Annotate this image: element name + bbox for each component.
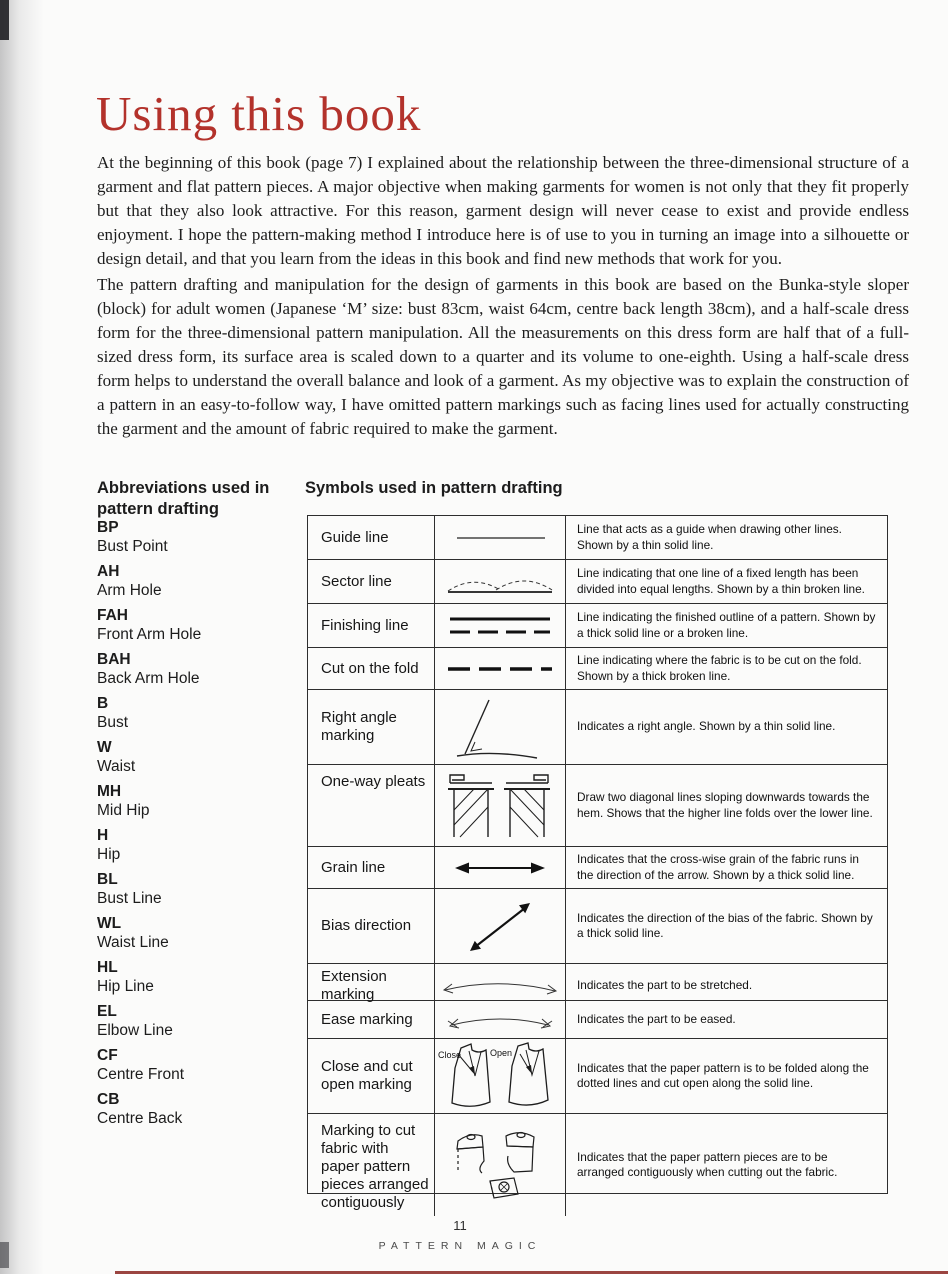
abbr-name: Elbow Line <box>97 1021 173 1039</box>
table-row <box>308 1039 887 1114</box>
page-footer <box>0 1218 920 1252</box>
thick-solid-broken-line-symbol <box>435 604 566 647</box>
abbr-name: Arm Hole <box>97 581 162 599</box>
close-label: Close <box>438 1050 462 1060</box>
abbr-item <box>97 651 297 688</box>
symbol-label: One-way pleats <box>308 765 435 846</box>
abbr-name: Waist Line <box>97 933 169 951</box>
symbol-label: Close and cut open marking <box>308 1039 435 1113</box>
right-angle-symbol <box>435 690 566 764</box>
abbreviations-heading: Abbreviations used in pattern drafting <box>97 478 270 518</box>
symbols-table <box>307 515 888 1211</box>
symbol-description: Line indicating where the fabric is to be cut on the fold. Shown by a thick broken line. <box>577 653 862 683</box>
abbr-item <box>97 519 297 556</box>
symbol-label: Bias direction <box>308 889 435 963</box>
symbols-heading: Symbols used in pattern drafting <box>305 478 563 497</box>
symbol-description: Indicates that the paper pattern pieces are to be arranged contiguously when cutting out the fabric. <box>577 1149 838 1179</box>
abbr-code: BAH <box>97 651 131 668</box>
close-open-bodice-symbol <box>435 1039 566 1113</box>
abbr-name: Hip Line <box>97 977 154 995</box>
intro-paragraph-1: At the beginning of this book (page 7) I explained about the relationship between the three-dimensional structure of a garment and flat pattern pieces. A major objective when making garments for women is not only that they fit properly but that they also look attractive. For this reason, garment design will never cease to exist and provide endless enjoyment. I hope the pattern-making method I introduce here is of use to you in turning an image into a silhouette or design detail, and that you learn from the ideas in this book and find new methods that work for you. <box>97 153 909 268</box>
abbr-code: HL <box>97 959 118 976</box>
symbol-description: Indicates that the paper pattern is to be folded along the dotted lines and cut open along the solid line. <box>577 1060 869 1090</box>
abbr-name: Centre Back <box>97 1109 183 1127</box>
abbr-name: Bust Line <box>97 889 162 907</box>
table-row <box>308 1001 887 1039</box>
abbr-code: BL <box>97 871 118 888</box>
symbol-label: Ease marking <box>308 1001 435 1038</box>
intro-paragraph-2: The pattern drafting and manipulation for the design of garments in this book are based on the Bunka-style sloper (block) for adult women (Japanese ‘M’ size: bust 83cm, waist 64cm, centre back length 38cm), and a half-scale dress form for the three-dimensional pattern manipulation. All the measurements on this dress form are half that of a full-sized dress form, its surface area is scaled down to a quarter and its volume to one-eighth. Using a half-scale dress form helps to understand the overall balance and look of a garment. As my objective was to explain the construction of a pattern in an easy-to-follow way, I have omitted pattern markings such as facing lines used for actually constructing the garment and the amount of fabric required to make the garment. <box>97 275 909 438</box>
abbreviations-list <box>97 519 297 1135</box>
abbr-name: Bust <box>97 713 129 731</box>
abbr-item <box>97 827 297 864</box>
symbol-description: Indicates the part to be stretched. <box>577 978 753 993</box>
symbol-description: Indicates the direction of the bias of the fabric. Shown by a thick solid line. <box>577 910 873 940</box>
page-title: Using this book <box>96 85 422 141</box>
grain-line-arrow-symbol <box>435 847 566 888</box>
table-row <box>308 1114 887 1211</box>
page-number: 11 <box>453 1218 467 1233</box>
abbr-item <box>97 871 297 908</box>
abbr-code: CF <box>97 1047 118 1064</box>
abbr-item <box>97 739 297 776</box>
abbr-item <box>97 607 297 644</box>
abbr-code: B <box>97 695 109 712</box>
abbr-code: WL <box>97 915 122 932</box>
abbr-item <box>97 1047 297 1084</box>
abbr-code: AH <box>97 563 120 580</box>
table-row <box>308 964 887 1001</box>
symbol-label: Right angle marking <box>308 690 435 764</box>
table-row <box>308 690 887 765</box>
symbol-label: Marking to cut fabric with paper pattern pieces arranged contiguously <box>308 1114 435 1216</box>
abbr-item <box>97 783 297 820</box>
table-row <box>308 889 887 964</box>
abbr-code: EL <box>97 1003 117 1020</box>
scan-left-shadow <box>0 0 44 1274</box>
symbol-label: Cut on the fold <box>308 648 435 689</box>
abbr-item <box>97 1091 297 1128</box>
table-row <box>308 560 887 604</box>
table-row <box>308 648 887 690</box>
table-row <box>308 847 887 889</box>
open-label: Open <box>490 1048 513 1058</box>
symbol-description: Indicates that the cross-wise grain of the fabric runs in the direction of the arrow. Shown by a thick solid line. <box>577 852 859 882</box>
symbol-description: Indicates a right angle. Shown by a thin solid line. <box>577 719 836 734</box>
abbr-code: BP <box>97 519 119 536</box>
table-row <box>308 765 887 847</box>
abbr-name: Centre Front <box>97 1065 185 1083</box>
one-way-pleats-symbol <box>435 765 566 846</box>
scan-corner-mark <box>0 0 9 40</box>
thick-broken-line-symbol <box>435 648 566 689</box>
abbr-name: Back Arm Hole <box>97 669 200 687</box>
abbr-code: W <box>97 739 112 756</box>
symbol-description: Line indicating that one line of a fixed length has been divided into equal lengths. Shown by a thin broken line. <box>577 566 865 596</box>
symbol-description: Draw two diagonal lines sloping downwards towards the hem. Shows that the higher line folds over the lower line. <box>577 790 873 820</box>
abbr-name: Waist <box>97 757 136 775</box>
abbr-code: CB <box>97 1091 120 1108</box>
symbol-label: Guide line <box>308 516 435 559</box>
symbol-description: Line that acts as a guide when drawing other lines. Shown by a thin solid line. <box>577 522 842 552</box>
abbr-item <box>97 959 297 996</box>
bias-direction-arrow-symbol <box>435 889 566 963</box>
table-row <box>308 516 887 560</box>
book-title: PATTERN MAGIC <box>378 1240 542 1252</box>
table-row <box>308 604 887 648</box>
symbol-label: Sector line <box>308 560 435 603</box>
abbr-name: Front Arm Hole <box>97 625 202 643</box>
abbr-item <box>97 563 297 600</box>
contiguous-pieces-symbol <box>435 1114 566 1216</box>
abbr-item <box>97 915 297 952</box>
abbr-item <box>97 1003 297 1040</box>
symbol-label: Extension marking <box>308 964 435 1008</box>
abbr-name: Hip <box>97 845 121 863</box>
abbr-item <box>97 695 297 732</box>
dashed-arcs-symbol <box>435 560 566 603</box>
symbol-description: Indicates the part to be eased. <box>577 1011 736 1026</box>
symbol-label: Finishing line <box>308 604 435 647</box>
abbr-code: FAH <box>97 607 128 624</box>
ease-arc-symbol <box>435 1001 566 1038</box>
abbr-name: Bust Point <box>97 537 168 555</box>
symbol-description: Line indicating the finished outline of a pattern. Shown by a thick solid line or a broken line. <box>577 610 876 640</box>
symbol-label: Grain line <box>308 847 435 888</box>
thin-solid-line-symbol <box>435 516 566 559</box>
abbr-code: H <box>97 827 109 844</box>
abbr-code: MH <box>97 783 122 800</box>
abbr-name: Mid Hip <box>97 801 150 819</box>
